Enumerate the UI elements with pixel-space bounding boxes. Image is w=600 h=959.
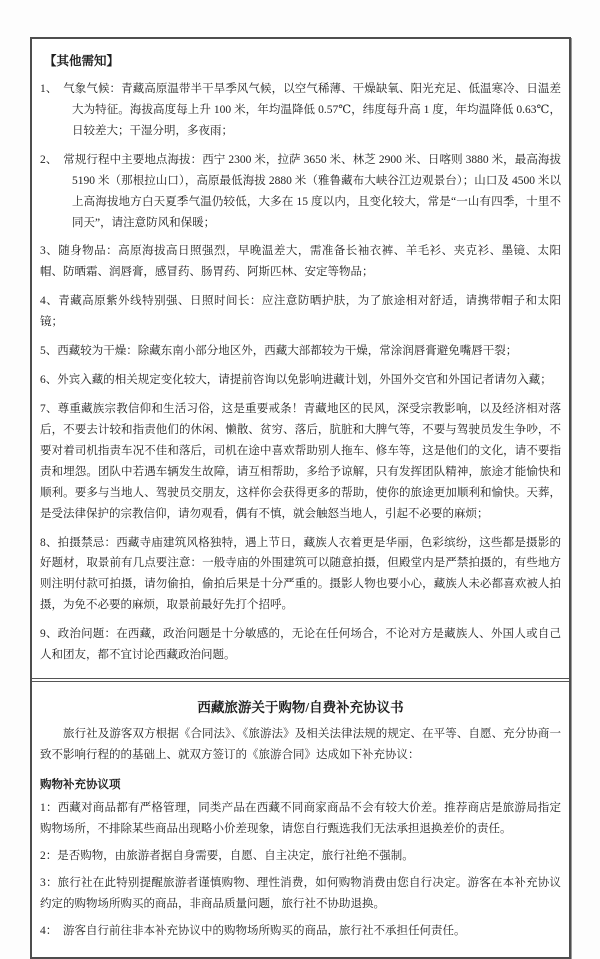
notice-item-7: 7、尊重藏族宗教信仰和生活习俗，这是重要戒条！青藏地区的民风，深受宗教影响，以及经济相对落后，不要去计较和指责他们的休闲、懒散、贫穷、落后，肮脏和大脾气等，不要与驾驶员发生争吵，不要对着司机指责车况不佳和落后，司机在途中喜欢帮助别人拖车、修车等，这是他们的文化，请不要指责和埋怨。团队中若遇车辆发生故障，请互相帮助，多给予谅解，只有发挥团队精神，旅途才能愉快和顺利。要多与当地人、驾驶员交朋友，这样你会获得更多的帮助，使你的旅途更加顺利和愉快。天葬，是受法律保护的宗教信仰，请勿观看，偶有不慎，就会触怒当地人，引起不必要的麻烦； — [40, 402, 561, 520]
agreement-item-4: 4： 游客自行前往非本补充协议中的购物场所购买的商品，旅行社不承担任何责任。 — [40, 924, 466, 937]
agreement-intro: 旅行社及游客双方根据《合同法》、《旅游法》及相关法律法规的规定、在平等、自愿、充分协商一致不影响行程的的基础上、就双方签订的《旅游合同》达成如下补充协议： — [40, 728, 561, 761]
notice-item-5: 5、西藏较为干燥：除藏东南小部分地区外，西藏大部都较为干燥，常涂润唇膏避免嘴唇干裂； — [40, 345, 518, 358]
notice-item-8: 8、拍摄禁忌：西藏寺庙建筑风格独特，遇上节日，藏族人衣着更是华丽，色彩缤纷，这些都是摄影的好题材，取景前有几点要注意：一般寺庙的外围建筑可以随意拍摄，但殿堂内是严禁拍摄的，有些地方则注明付款可拍摄，请勿偷拍，偷拍后果是十分严重的。摄影人物也要小心，藏族人未必都喜欢被人拍摄，为免不必要的麻烦，取景前最好先打个招呼。 — [40, 536, 561, 612]
notice-item-4: 4、青藏高原紫外线特别强、日照时间长：应注意防晒护肤，为了旅途相对舒适，请携带帽子和太阳镜； — [40, 295, 561, 329]
document-card — [30, 37, 571, 959]
notice-item-2: 2、 常规行程中主要地点海拔：西宁 2300 米，拉萨 3650 米、林芝 2900 米、日喀则 3880 米，最高海拔 5190 米（那根拉山口），高原最低海拔 2880 米（雅鲁藏布大峡谷江边观景台）；山口及 4500 米以上高海拔地方白天夏季气温仍较低，大多在 15 度以内，且变化较大，常是“一山有四季，十里不同天”，请注意防风和保暖； — [40, 153, 561, 229]
agreement-title: 西藏旅游关于购物/自费补充协议书 — [197, 700, 404, 716]
notice-item-3: 3、随身物品：高原海拔高日照强烈，早晚温差大，需准备长袖衣裤、羊毛衫、夹克衫、墨镜、太阳帽、防晒霜、润唇膏，感冒药、肠胃药、阿斯匹林、安定等物品； — [40, 245, 561, 279]
notice-item-1: 1、 气象气候：青藏高原温带半干旱季风气候，以空气稀薄、干燥缺氧、阳光充足、低温寒冷、日温差大为特征。海拔高度每上升 100 米，年均温降低 0.57℃，纬度每升高 1 度，年均温降低 0.63℃，日较差大；干湿分明，多夜雨； — [40, 83, 561, 137]
notice-item-6: 6、外宾入藏的相关规定变化较大，请提前咨询以免影响进藏计划，外国外交官和外国记者请勿入藏； — [40, 374, 552, 387]
agreement-item-2: 2：是否购物，由旅游者据自身需要，自愿、自主决定，旅行社绝不强制。 — [40, 849, 414, 862]
agreement-section — [32, 682, 569, 957]
agreement-item-3: 3：旅行社在此特别提醒旅游者谨慎购物、理性消费，如何购物消费由您自行决定。游客在本补充协议约定的购物场所购买的商品，非商品质量问题，旅行社不协助退换。 — [40, 876, 561, 910]
agreement-item-1: 1：西藏对商品都有严格管理，同类产品在西藏不同商家商品不会有较大价差。推荐商店是旅游局指定购物场所，不排除某些商品出现略小价差现象，请您自行甄选我们无法承担退换差价的责任。 — [40, 801, 561, 835]
notice-item-9: 9、政治问题：在西藏，政治问题是十分敏感的，无论在任何场合，不论对方是藏族人、外国人或自己人和团友，都不宜讨论西藏政治问题。 — [40, 628, 561, 662]
notice-title: 【其他需知】 — [44, 54, 120, 68]
agreement-subheading: 购物补充协议项 — [40, 778, 121, 791]
notice-section — [32, 39, 569, 682]
